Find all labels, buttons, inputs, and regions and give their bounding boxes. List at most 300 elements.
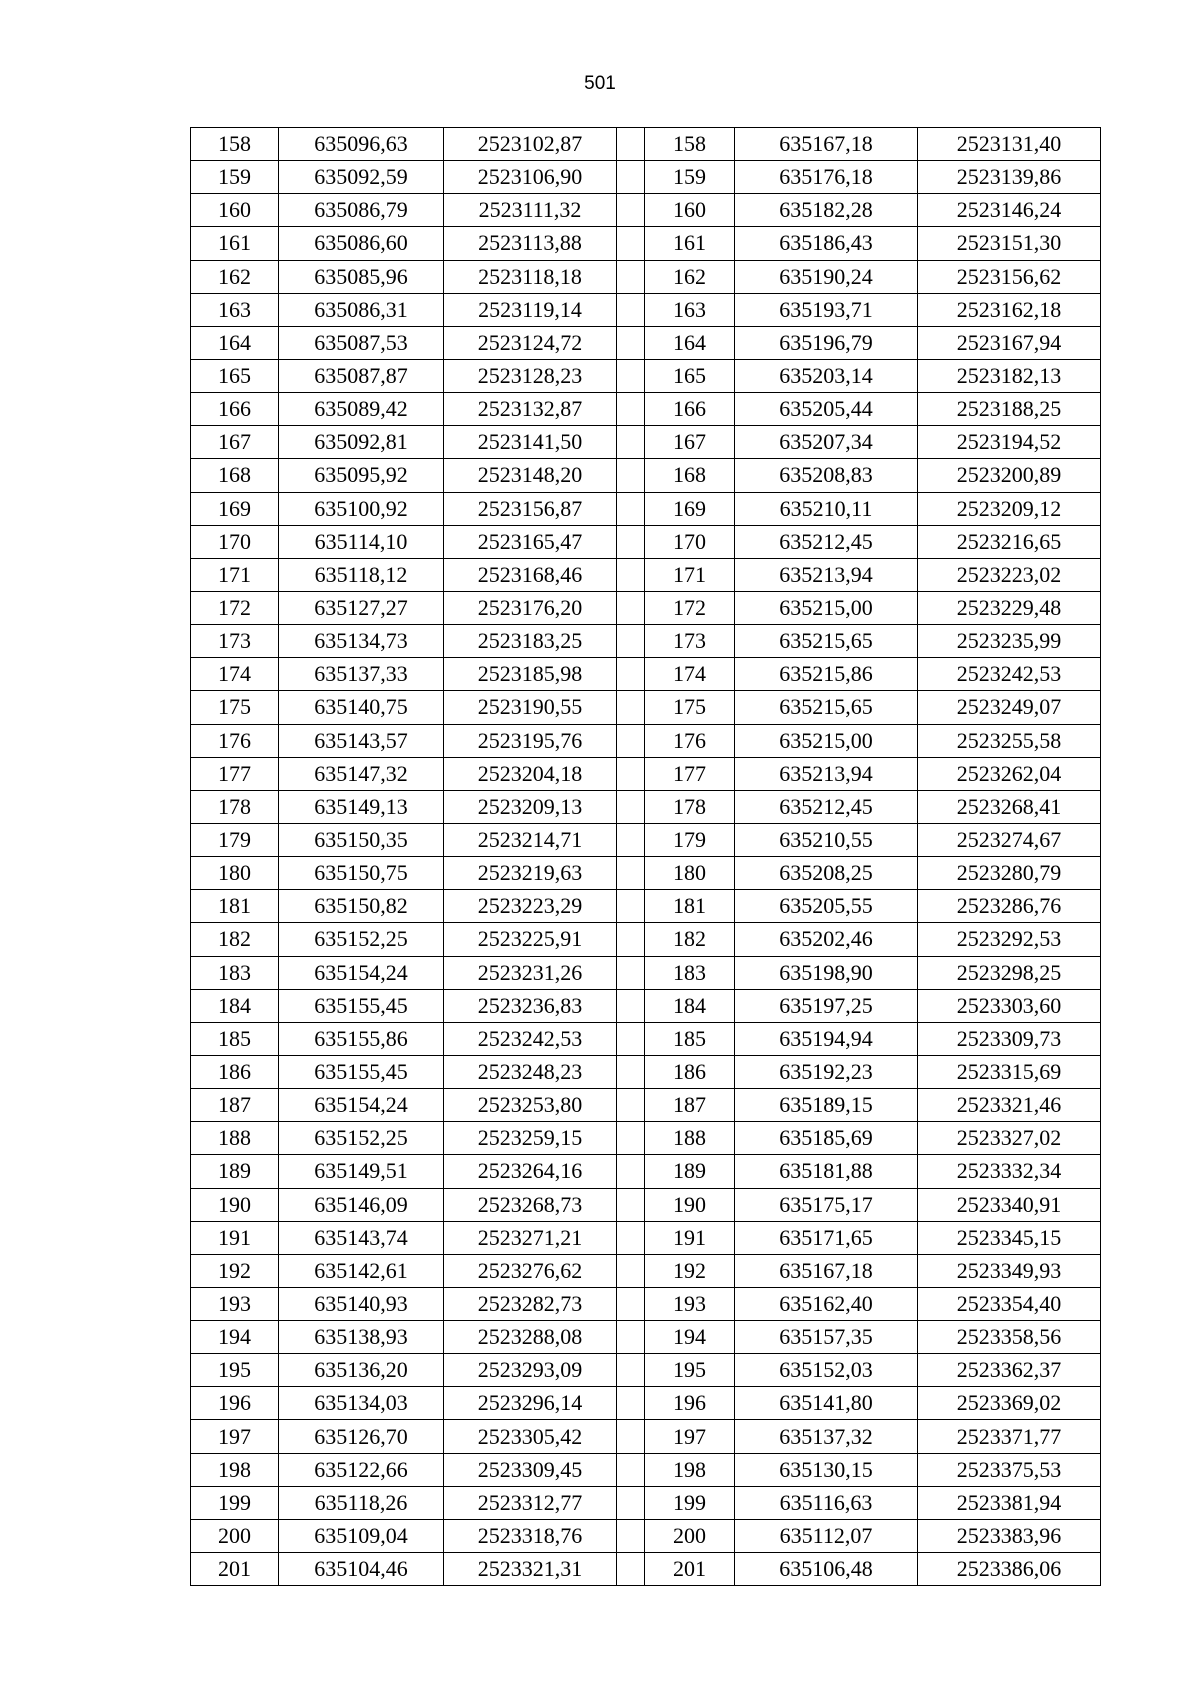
- right-x-coordinate-cell: 635205,55: [735, 890, 918, 923]
- left-y-coordinate-cell: 2523124,72: [444, 326, 617, 359]
- left-y-coordinate-cell: 2523132,87: [444, 393, 617, 426]
- left-point-number-cell: 191: [191, 1221, 279, 1254]
- separator-cell: [617, 1519, 645, 1552]
- left-x-coordinate-cell: 635146,09: [279, 1188, 444, 1221]
- left-y-coordinate-cell: 2523176,20: [444, 591, 617, 624]
- left-point-number-cell: 159: [191, 161, 279, 194]
- left-x-coordinate-cell: 635143,74: [279, 1221, 444, 1254]
- left-point-number-cell: 178: [191, 790, 279, 823]
- separator-cell: [617, 558, 645, 591]
- left-x-coordinate-cell: 635109,04: [279, 1519, 444, 1552]
- left-y-coordinate-cell: 2523119,14: [444, 293, 617, 326]
- right-point-number-cell: 185: [645, 1022, 735, 1055]
- right-point-number-cell: 191: [645, 1221, 735, 1254]
- left-y-coordinate-cell: 2523106,90: [444, 161, 617, 194]
- left-y-coordinate-cell: 2523183,25: [444, 625, 617, 658]
- left-x-coordinate-cell: 635087,87: [279, 359, 444, 392]
- separator-cell: [617, 790, 645, 823]
- table-row: [191, 1420, 1101, 1453]
- left-x-coordinate-cell: 635137,33: [279, 658, 444, 691]
- right-x-coordinate-cell: 635141,80: [735, 1387, 918, 1420]
- left-x-coordinate-cell: 635085,96: [279, 260, 444, 293]
- right-y-coordinate-cell: 2523340,91: [918, 1188, 1101, 1221]
- right-point-number-cell: 179: [645, 823, 735, 856]
- left-y-coordinate-cell: 2523293,09: [444, 1354, 617, 1387]
- right-y-coordinate-cell: 2523268,41: [918, 790, 1101, 823]
- left-y-coordinate-cell: 2523264,16: [444, 1155, 617, 1188]
- right-x-coordinate-cell: 635210,55: [735, 823, 918, 856]
- table-row: [191, 1321, 1101, 1354]
- right-y-coordinate-cell: 2523345,15: [918, 1221, 1101, 1254]
- left-x-coordinate-cell: 635087,53: [279, 326, 444, 359]
- left-y-coordinate-cell: 2523288,08: [444, 1321, 617, 1354]
- left-point-number-cell: 167: [191, 426, 279, 459]
- left-point-number-cell: 190: [191, 1188, 279, 1221]
- separator-cell: [617, 1089, 645, 1122]
- right-point-number-cell: 162: [645, 260, 735, 293]
- left-y-coordinate-cell: 2523113,88: [444, 227, 617, 260]
- left-x-coordinate-cell: 635154,24: [279, 956, 444, 989]
- left-y-coordinate-cell: 2523165,47: [444, 525, 617, 558]
- left-y-coordinate-cell: 2523141,50: [444, 426, 617, 459]
- separator-cell: [617, 1155, 645, 1188]
- left-y-coordinate-cell: 2523219,63: [444, 857, 617, 890]
- table-row: [191, 1122, 1101, 1155]
- left-x-coordinate-cell: 635149,13: [279, 790, 444, 823]
- right-y-coordinate-cell: 2523369,02: [918, 1387, 1101, 1420]
- table-row: [191, 1287, 1101, 1320]
- table-row: [191, 956, 1101, 989]
- right-y-coordinate-cell: 2523298,25: [918, 956, 1101, 989]
- table-row: [191, 293, 1101, 326]
- right-y-coordinate-cell: 2523223,02: [918, 558, 1101, 591]
- right-x-coordinate-cell: 635167,18: [735, 128, 918, 161]
- left-point-number-cell: 161: [191, 227, 279, 260]
- separator-cell: [617, 128, 645, 161]
- table-row: [191, 591, 1101, 624]
- right-y-coordinate-cell: 2523358,56: [918, 1321, 1101, 1354]
- right-x-coordinate-cell: 635176,18: [735, 161, 918, 194]
- right-y-coordinate-cell: 2523274,67: [918, 823, 1101, 856]
- table-row: [191, 1486, 1101, 1519]
- right-x-coordinate-cell: 635208,83: [735, 459, 918, 492]
- right-x-coordinate-cell: 635205,44: [735, 393, 918, 426]
- left-point-number-cell: 171: [191, 558, 279, 591]
- right-point-number-cell: 192: [645, 1254, 735, 1287]
- left-point-number-cell: 187: [191, 1089, 279, 1122]
- separator-cell: [617, 1221, 645, 1254]
- left-y-coordinate-cell: 2523312,77: [444, 1486, 617, 1519]
- right-point-number-cell: 171: [645, 558, 735, 591]
- left-point-number-cell: 175: [191, 691, 279, 724]
- right-y-coordinate-cell: 2523354,40: [918, 1287, 1101, 1320]
- left-y-coordinate-cell: 2523296,14: [444, 1387, 617, 1420]
- table-row: [191, 1453, 1101, 1486]
- left-x-coordinate-cell: 635154,24: [279, 1089, 444, 1122]
- left-x-coordinate-cell: 635134,73: [279, 625, 444, 658]
- right-x-coordinate-cell: 635212,45: [735, 525, 918, 558]
- right-y-coordinate-cell: 2523321,46: [918, 1089, 1101, 1122]
- right-y-coordinate-cell: 2523349,93: [918, 1254, 1101, 1287]
- left-x-coordinate-cell: 635092,81: [279, 426, 444, 459]
- left-y-coordinate-cell: 2523168,46: [444, 558, 617, 591]
- left-y-coordinate-cell: 2523214,71: [444, 823, 617, 856]
- separator-cell: [617, 194, 645, 227]
- right-point-number-cell: 174: [645, 658, 735, 691]
- right-point-number-cell: 170: [645, 525, 735, 558]
- table-row: [191, 1188, 1101, 1221]
- separator-cell: [617, 525, 645, 558]
- left-x-coordinate-cell: 635149,51: [279, 1155, 444, 1188]
- table-row: [191, 1254, 1101, 1287]
- right-y-coordinate-cell: 2523262,04: [918, 757, 1101, 790]
- separator-cell: [617, 591, 645, 624]
- left-point-number-cell: 182: [191, 923, 279, 956]
- left-point-number-cell: 172: [191, 591, 279, 624]
- left-point-number-cell: 170: [191, 525, 279, 558]
- left-y-coordinate-cell: 2523276,62: [444, 1254, 617, 1287]
- right-y-coordinate-cell: 2523182,13: [918, 359, 1101, 392]
- right-y-coordinate-cell: 2523209,12: [918, 492, 1101, 525]
- coordinates-table: [190, 127, 1101, 1586]
- left-point-number-cell: 169: [191, 492, 279, 525]
- left-point-number-cell: 179: [191, 823, 279, 856]
- right-y-coordinate-cell: 2523332,34: [918, 1155, 1101, 1188]
- left-y-coordinate-cell: 2523309,45: [444, 1453, 617, 1486]
- separator-cell: [617, 890, 645, 923]
- table-row: [191, 1387, 1101, 1420]
- left-point-number-cell: 184: [191, 989, 279, 1022]
- left-point-number-cell: 158: [191, 128, 279, 161]
- right-y-coordinate-cell: 2523362,37: [918, 1354, 1101, 1387]
- left-point-number-cell: 189: [191, 1155, 279, 1188]
- left-y-coordinate-cell: 2523204,18: [444, 757, 617, 790]
- left-y-coordinate-cell: 2523185,98: [444, 658, 617, 691]
- left-point-number-cell: 201: [191, 1553, 279, 1586]
- right-y-coordinate-cell: 2523249,07: [918, 691, 1101, 724]
- separator-cell: [617, 625, 645, 658]
- left-point-number-cell: 199: [191, 1486, 279, 1519]
- table-row: [191, 227, 1101, 260]
- table-row: [191, 492, 1101, 525]
- right-x-coordinate-cell: 635215,00: [735, 591, 918, 624]
- separator-cell: [617, 1022, 645, 1055]
- left-point-number-cell: 165: [191, 359, 279, 392]
- left-point-number-cell: 198: [191, 1453, 279, 1486]
- left-x-coordinate-cell: 635134,03: [279, 1387, 444, 1420]
- right-x-coordinate-cell: 635194,94: [735, 1022, 918, 1055]
- right-y-coordinate-cell: 2523146,24: [918, 194, 1101, 227]
- left-y-coordinate-cell: 2523236,83: [444, 989, 617, 1022]
- left-y-coordinate-cell: 2523195,76: [444, 724, 617, 757]
- separator-cell: [617, 1553, 645, 1586]
- separator-cell: [617, 857, 645, 890]
- right-point-number-cell: 172: [645, 591, 735, 624]
- left-y-coordinate-cell: 2523318,76: [444, 1519, 617, 1552]
- left-point-number-cell: 164: [191, 326, 279, 359]
- left-x-coordinate-cell: 635152,25: [279, 1122, 444, 1155]
- left-y-coordinate-cell: 2523223,29: [444, 890, 617, 923]
- right-point-number-cell: 189: [645, 1155, 735, 1188]
- left-point-number-cell: 166: [191, 393, 279, 426]
- right-point-number-cell: 160: [645, 194, 735, 227]
- separator-cell: [617, 1321, 645, 1354]
- right-point-number-cell: 159: [645, 161, 735, 194]
- table-row: [191, 1022, 1101, 1055]
- table-row: [191, 558, 1101, 591]
- left-y-coordinate-cell: 2523259,15: [444, 1122, 617, 1155]
- left-y-coordinate-cell: 2523102,87: [444, 128, 617, 161]
- left-point-number-cell: 186: [191, 1055, 279, 1088]
- left-y-coordinate-cell: 2523268,73: [444, 1188, 617, 1221]
- right-point-number-cell: 186: [645, 1055, 735, 1088]
- separator-cell: [617, 1354, 645, 1387]
- right-point-number-cell: 197: [645, 1420, 735, 1453]
- left-x-coordinate-cell: 635140,75: [279, 691, 444, 724]
- left-x-coordinate-cell: 635126,70: [279, 1420, 444, 1453]
- right-point-number-cell: 201: [645, 1553, 735, 1586]
- table-row: [191, 658, 1101, 691]
- right-y-coordinate-cell: 2523216,65: [918, 525, 1101, 558]
- left-x-coordinate-cell: 635096,63: [279, 128, 444, 161]
- right-x-coordinate-cell: 635181,88: [735, 1155, 918, 1188]
- right-point-number-cell: 198: [645, 1453, 735, 1486]
- left-point-number-cell: 192: [191, 1254, 279, 1287]
- right-point-number-cell: 184: [645, 989, 735, 1022]
- separator-cell: [617, 1055, 645, 1088]
- table-row: [191, 194, 1101, 227]
- right-point-number-cell: 190: [645, 1188, 735, 1221]
- table-row: [191, 1089, 1101, 1122]
- right-x-coordinate-cell: 635152,03: [735, 1354, 918, 1387]
- right-x-coordinate-cell: 635213,94: [735, 558, 918, 591]
- right-y-coordinate-cell: 2523188,25: [918, 393, 1101, 426]
- right-x-coordinate-cell: 635215,65: [735, 691, 918, 724]
- right-x-coordinate-cell: 635175,17: [735, 1188, 918, 1221]
- separator-cell: [617, 1254, 645, 1287]
- left-point-number-cell: 200: [191, 1519, 279, 1552]
- right-x-coordinate-cell: 635196,79: [735, 326, 918, 359]
- table-row: [191, 459, 1101, 492]
- separator-cell: [617, 956, 645, 989]
- right-x-coordinate-cell: 635162,40: [735, 1287, 918, 1320]
- right-x-coordinate-cell: 635190,24: [735, 260, 918, 293]
- left-y-coordinate-cell: 2523156,87: [444, 492, 617, 525]
- left-point-number-cell: 181: [191, 890, 279, 923]
- table-row: [191, 757, 1101, 790]
- right-point-number-cell: 163: [645, 293, 735, 326]
- right-point-number-cell: 187: [645, 1089, 735, 1122]
- right-x-coordinate-cell: 635208,25: [735, 857, 918, 890]
- left-y-coordinate-cell: 2523111,32: [444, 194, 617, 227]
- left-x-coordinate-cell: 635122,66: [279, 1453, 444, 1486]
- table-row: [191, 1055, 1101, 1088]
- right-y-coordinate-cell: 2523315,69: [918, 1055, 1101, 1088]
- left-y-coordinate-cell: 2523242,53: [444, 1022, 617, 1055]
- table-row: [191, 989, 1101, 1022]
- left-point-number-cell: 185: [191, 1022, 279, 1055]
- left-point-number-cell: 193: [191, 1287, 279, 1320]
- left-x-coordinate-cell: 635150,35: [279, 823, 444, 856]
- left-point-number-cell: 180: [191, 857, 279, 890]
- separator-cell: [617, 989, 645, 1022]
- separator-cell: [617, 227, 645, 260]
- left-y-coordinate-cell: 2523231,26: [444, 956, 617, 989]
- right-point-number-cell: 193: [645, 1287, 735, 1320]
- left-x-coordinate-cell: 635092,59: [279, 161, 444, 194]
- separator-cell: [617, 1287, 645, 1320]
- right-x-coordinate-cell: 635215,86: [735, 658, 918, 691]
- right-x-coordinate-cell: 635185,69: [735, 1122, 918, 1155]
- right-point-number-cell: 188: [645, 1122, 735, 1155]
- table-row: [191, 790, 1101, 823]
- right-y-coordinate-cell: 2523235,99: [918, 625, 1101, 658]
- table-row: [191, 1354, 1101, 1387]
- right-y-coordinate-cell: 2523162,18: [918, 293, 1101, 326]
- right-y-coordinate-cell: 2523242,53: [918, 658, 1101, 691]
- left-x-coordinate-cell: 635118,12: [279, 558, 444, 591]
- right-point-number-cell: 158: [645, 128, 735, 161]
- page-number: 501: [584, 73, 616, 94]
- table-row: [191, 1221, 1101, 1254]
- right-point-number-cell: 199: [645, 1486, 735, 1519]
- left-point-number-cell: 194: [191, 1321, 279, 1354]
- left-y-coordinate-cell: 2523225,91: [444, 923, 617, 956]
- left-x-coordinate-cell: 635104,46: [279, 1553, 444, 1586]
- right-point-number-cell: 195: [645, 1354, 735, 1387]
- table-row: [191, 326, 1101, 359]
- right-x-coordinate-cell: 635130,15: [735, 1453, 918, 1486]
- left-y-coordinate-cell: 2523248,23: [444, 1055, 617, 1088]
- table-row: [191, 260, 1101, 293]
- right-x-coordinate-cell: 635112,07: [735, 1519, 918, 1552]
- left-point-number-cell: 188: [191, 1122, 279, 1155]
- right-point-number-cell: 200: [645, 1519, 735, 1552]
- table-row: [191, 691, 1101, 724]
- left-point-number-cell: 196: [191, 1387, 279, 1420]
- left-y-coordinate-cell: 2523118,18: [444, 260, 617, 293]
- table-row: [191, 625, 1101, 658]
- right-point-number-cell: 167: [645, 426, 735, 459]
- right-point-number-cell: 168: [645, 459, 735, 492]
- separator-cell: [617, 326, 645, 359]
- right-point-number-cell: 183: [645, 956, 735, 989]
- right-point-number-cell: 165: [645, 359, 735, 392]
- right-x-coordinate-cell: 635106,48: [735, 1553, 918, 1586]
- left-point-number-cell: 195: [191, 1354, 279, 1387]
- separator-cell: [617, 161, 645, 194]
- left-x-coordinate-cell: 635152,25: [279, 923, 444, 956]
- left-x-coordinate-cell: 635095,92: [279, 459, 444, 492]
- separator-cell: [617, 1486, 645, 1519]
- right-point-number-cell: 175: [645, 691, 735, 724]
- left-y-coordinate-cell: 2523305,42: [444, 1420, 617, 1453]
- table-row: [191, 823, 1101, 856]
- left-point-number-cell: 173: [191, 625, 279, 658]
- table-row: [191, 525, 1101, 558]
- left-y-coordinate-cell: 2523321,31: [444, 1553, 617, 1586]
- separator-cell: [617, 293, 645, 326]
- table-row: [191, 128, 1101, 161]
- coordinates-table-body: [191, 128, 1101, 1586]
- left-point-number-cell: 177: [191, 757, 279, 790]
- right-x-coordinate-cell: 635182,28: [735, 194, 918, 227]
- right-x-coordinate-cell: 635198,90: [735, 956, 918, 989]
- separator-cell: [617, 359, 645, 392]
- separator-cell: [617, 492, 645, 525]
- right-x-coordinate-cell: 635167,18: [735, 1254, 918, 1287]
- left-point-number-cell: 160: [191, 194, 279, 227]
- left-x-coordinate-cell: 635089,42: [279, 393, 444, 426]
- right-y-coordinate-cell: 2523200,89: [918, 459, 1101, 492]
- right-x-coordinate-cell: 635186,43: [735, 227, 918, 260]
- left-y-coordinate-cell: 2523271,21: [444, 1221, 617, 1254]
- right-y-coordinate-cell: 2523383,96: [918, 1519, 1101, 1552]
- left-x-coordinate-cell: 635150,75: [279, 857, 444, 890]
- separator-cell: [617, 757, 645, 790]
- left-x-coordinate-cell: 635155,86: [279, 1022, 444, 1055]
- right-y-coordinate-cell: 2523139,86: [918, 161, 1101, 194]
- left-x-coordinate-cell: 635140,93: [279, 1287, 444, 1320]
- right-y-coordinate-cell: 2523156,62: [918, 260, 1101, 293]
- left-point-number-cell: 197: [191, 1420, 279, 1453]
- right-y-coordinate-cell: 2523131,40: [918, 128, 1101, 161]
- separator-cell: [617, 691, 645, 724]
- right-x-coordinate-cell: 635197,25: [735, 989, 918, 1022]
- right-x-coordinate-cell: 635189,15: [735, 1089, 918, 1122]
- separator-cell: [617, 724, 645, 757]
- right-point-number-cell: 182: [645, 923, 735, 956]
- separator-cell: [617, 923, 645, 956]
- right-point-number-cell: 169: [645, 492, 735, 525]
- right-y-coordinate-cell: 2523194,52: [918, 426, 1101, 459]
- right-y-coordinate-cell: 2523327,02: [918, 1122, 1101, 1155]
- right-y-coordinate-cell: 2523386,06: [918, 1553, 1101, 1586]
- right-point-number-cell: 194: [645, 1321, 735, 1354]
- right-y-coordinate-cell: 2523280,79: [918, 857, 1101, 890]
- left-x-coordinate-cell: 635155,45: [279, 989, 444, 1022]
- right-x-coordinate-cell: 635157,35: [735, 1321, 918, 1354]
- left-y-coordinate-cell: 2523148,20: [444, 459, 617, 492]
- table-row: [191, 1155, 1101, 1188]
- separator-cell: [617, 1453, 645, 1486]
- separator-cell: [617, 260, 645, 293]
- left-x-coordinate-cell: 635086,31: [279, 293, 444, 326]
- right-y-coordinate-cell: 2523292,53: [918, 923, 1101, 956]
- right-point-number-cell: 180: [645, 857, 735, 890]
- separator-cell: [617, 658, 645, 691]
- left-point-number-cell: 168: [191, 459, 279, 492]
- left-point-number-cell: 162: [191, 260, 279, 293]
- separator-cell: [617, 1122, 645, 1155]
- left-x-coordinate-cell: 635100,92: [279, 492, 444, 525]
- right-point-number-cell: 178: [645, 790, 735, 823]
- left-y-coordinate-cell: 2523282,73: [444, 1287, 617, 1320]
- left-x-coordinate-cell: 635127,27: [279, 591, 444, 624]
- right-point-number-cell: 181: [645, 890, 735, 923]
- table-row: [191, 724, 1101, 757]
- table-row: [191, 161, 1101, 194]
- table-row: [191, 426, 1101, 459]
- right-y-coordinate-cell: 2523229,48: [918, 591, 1101, 624]
- right-y-coordinate-cell: 2523309,73: [918, 1022, 1101, 1055]
- left-y-coordinate-cell: 2523253,80: [444, 1089, 617, 1122]
- right-point-number-cell: 177: [645, 757, 735, 790]
- right-x-coordinate-cell: 635213,94: [735, 757, 918, 790]
- left-x-coordinate-cell: 635142,61: [279, 1254, 444, 1287]
- right-point-number-cell: 176: [645, 724, 735, 757]
- left-point-number-cell: 174: [191, 658, 279, 691]
